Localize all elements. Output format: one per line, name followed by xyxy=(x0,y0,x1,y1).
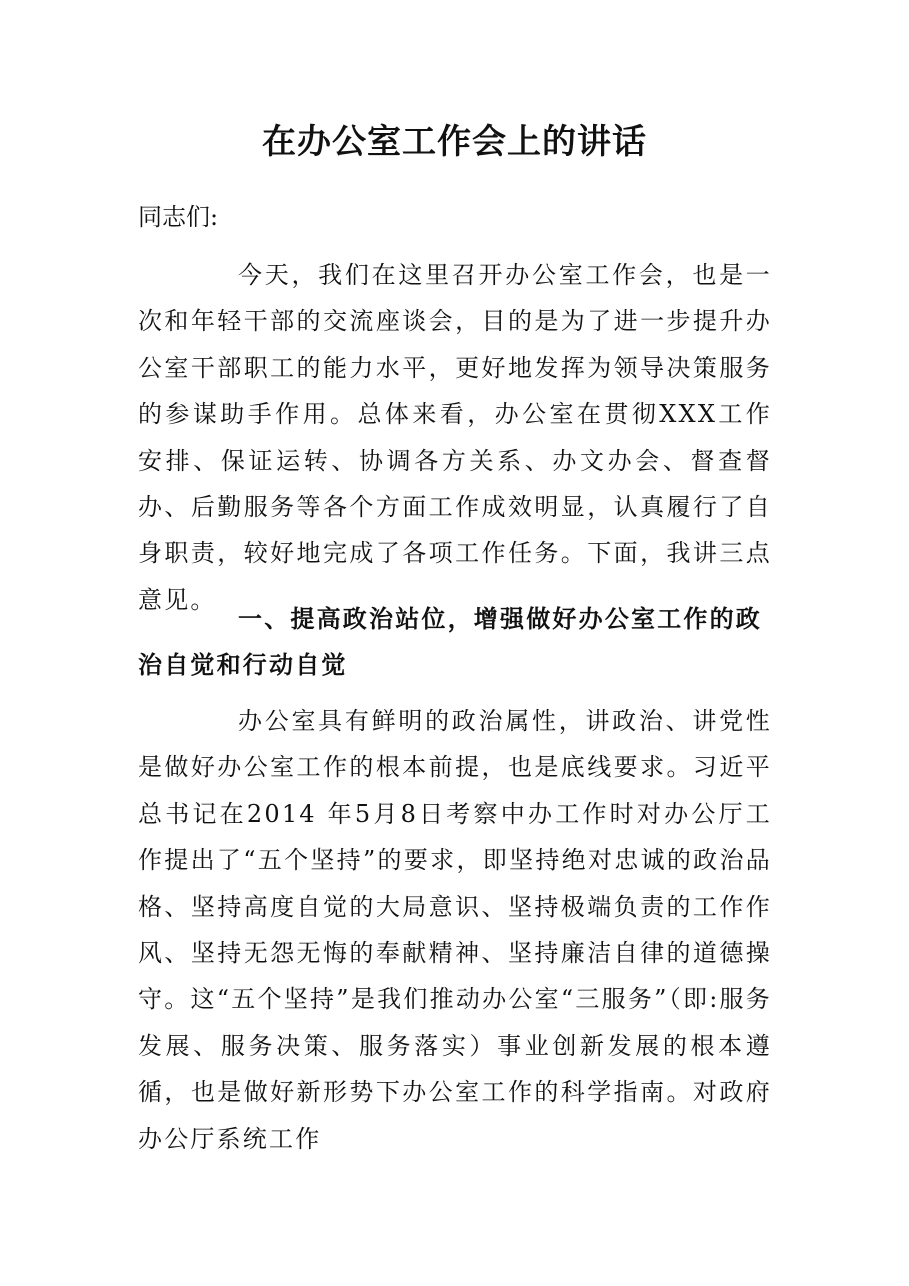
salutation: 同志们: xyxy=(138,203,219,231)
paragraph-section-1: 办公室具有鲜明的政治属性，讲政治、讲党性是做好办公室工作的根本前提，也是底线要求。习近平总书记在2014 年5月8日考察中办工作时对办公厅工作提出了“五个坚持”的要求，即坚持绝对忠诚的政治品格、坚持高度自觉的大局意识、坚持极端负责的工作作风、坚持无怨无悔的奉献精神、坚持廉洁自律的道德操守。这“五个坚持”是我们推动办公室“三服务”（即:服务发展、服务决策、服务落实）事业创新发展的根本遵循，也是做好新形势下办公室工作的科学指南。对政府办公厅系统工作 xyxy=(138,707,772,1153)
document-title: 在办公室工作会上的讲话 xyxy=(262,122,647,162)
paragraph-intro: 今天，我们在这里召开办公室工作会，也是一次和年轻干部的交流座谈会，目的是为了进一步提升办公室干部职工的能力水平，更好地发挥为领导决策服务的参谋助手作用。总体来看，办公室在贯彻XXX工作安排、保证运转、协调各方关系、办文办会、督查督办、后勤服务等各个方面工作成效明显，认真履行了自身职责，较好地完成了各项工作任务。下面，我讲三点意见。 xyxy=(138,261,772,614)
section-heading-1: 一、提高政治站位，增强做好办公室工作的政治自觉和行动自觉 xyxy=(138,604,762,679)
